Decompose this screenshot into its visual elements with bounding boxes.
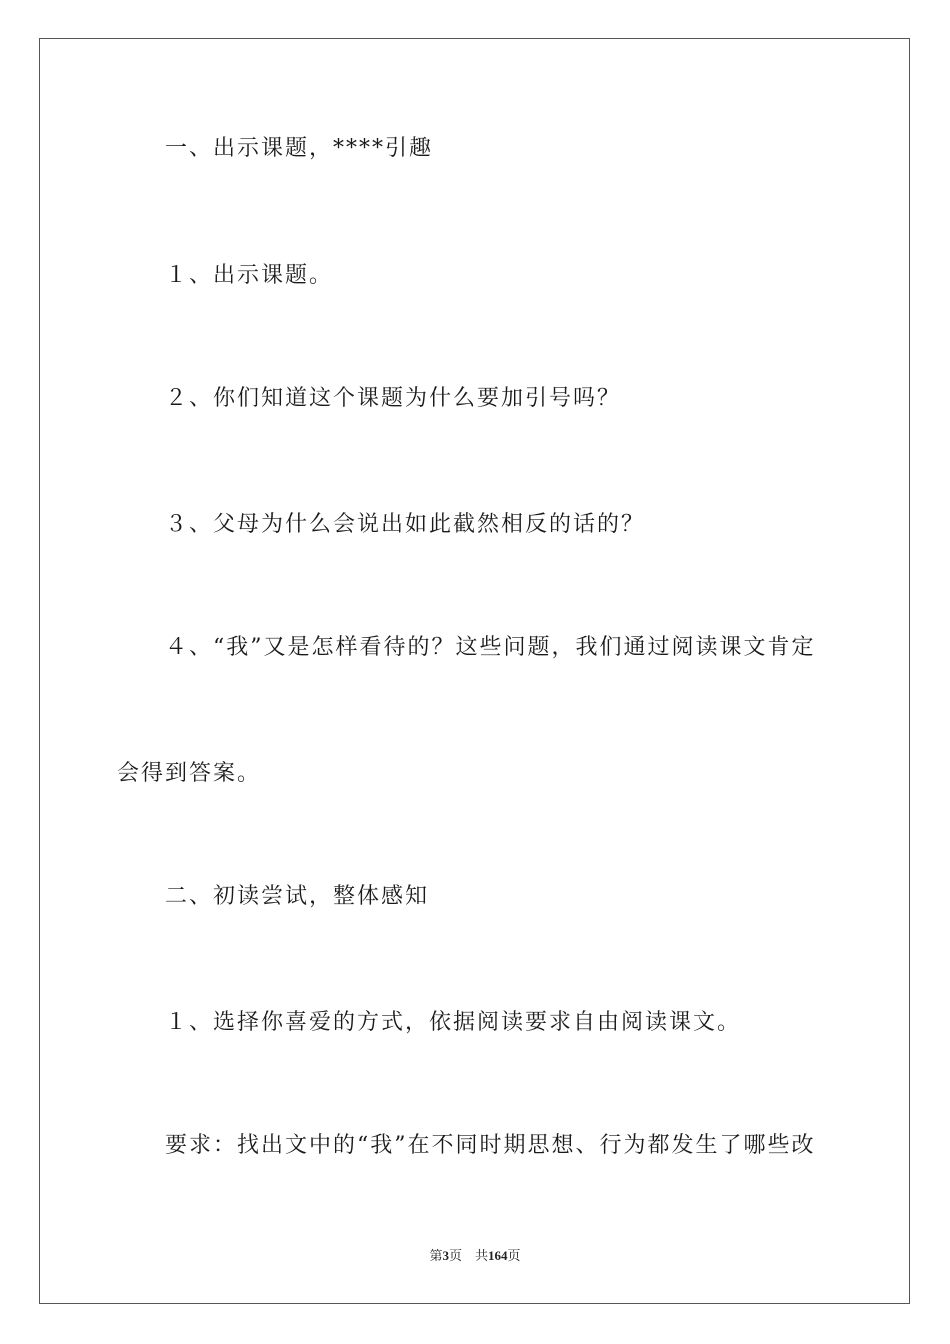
paragraph-line: １、选择你喜爱的方式，依据阅读要求自由阅读课文。 [165,1010,742,1035]
page-suffix: 页 [448,1248,462,1263]
paragraph-line: ２、你们知道这个课题为什么要加引号吗？ [165,386,622,411]
total-pages: 164 [488,1248,508,1263]
paragraph-line: ４、“我”又是怎样看待的？这些问题，我们通过阅读课文肯定 [165,635,816,660]
total-prefix: 共 [475,1248,489,1263]
paragraph-line: ３、父母为什么会说出如此截然相反的话的？ [165,512,646,537]
section-heading-2: 二、初读尝试，整体感知 [165,884,430,909]
section-heading-1: 一、出示课题，****引趣 [165,136,434,161]
page-number: 3 [442,1248,449,1263]
page-prefix: 第 [429,1248,443,1263]
total-suffix: 页 [507,1248,521,1263]
page-footer [0,1248,950,1264]
paragraph-line: 要求：找出文中的“我”在不同时期思想、行为都发生了哪些改 [165,1133,816,1158]
paragraph-line: １、出示课题。 [165,263,334,288]
paragraph-line: 会得到答案。 [117,761,262,786]
page-frame [39,38,910,1304]
